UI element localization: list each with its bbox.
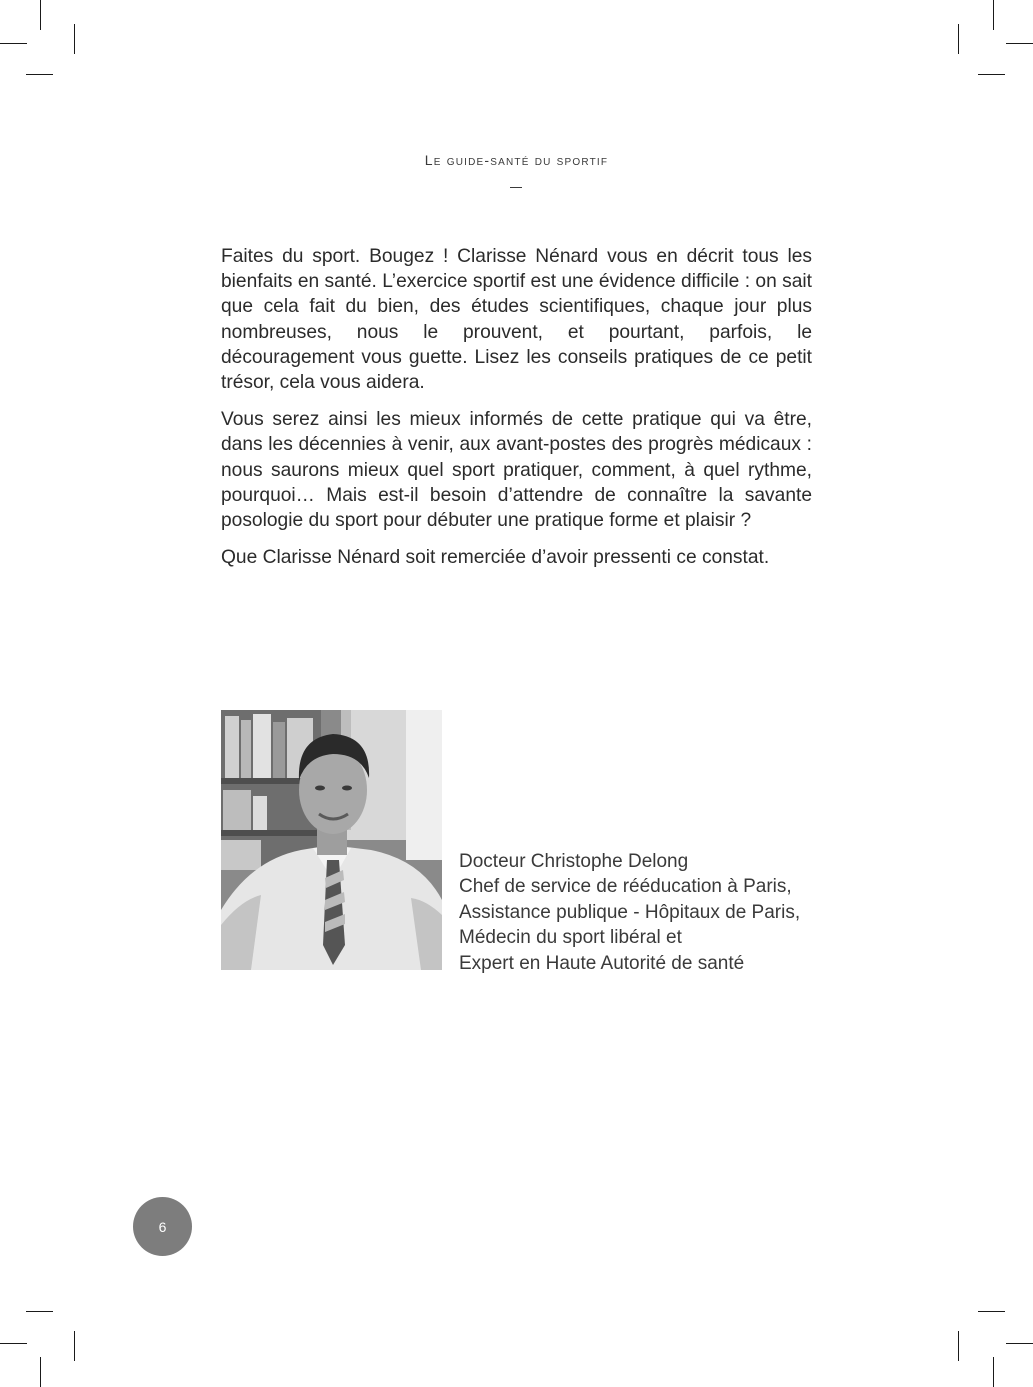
- signature-title-line: Médecin du sport libéral et: [459, 927, 682, 949]
- author-portrait-photo: [221, 710, 442, 970]
- crop-mark: [26, 1311, 53, 1312]
- crop-mark: [40, 0, 41, 30]
- running-title: Le guide-santé du sportif: [424, 152, 609, 168]
- crop-mark: [26, 74, 53, 75]
- crop-mark: [978, 1311, 1005, 1312]
- crop-mark: [74, 24, 75, 54]
- crop-mark: [1006, 43, 1033, 44]
- author-signature: [459, 849, 839, 976]
- signature-title-line: Expert en Haute Autorité de santé: [459, 952, 745, 974]
- page-number: 6: [158, 1218, 167, 1235]
- crop-mark: [1006, 1343, 1033, 1344]
- body-text: [221, 244, 812, 582]
- header-dash: [510, 187, 522, 188]
- paragraph-2: Vous serez ainsi les mieux informés de cette pratique qui va être, dans les décennies à venir, aux avant-postes des progrès médicaux : nous saurons mieux quel sport pratiquer, comment, à quel rythme, pourquoi… Mais est-il besoin d’attendre de connaître la savante posologie du sport pour débuter une pratique forme et plaisir ?: [221, 409, 812, 532]
- crop-mark: [993, 1357, 994, 1387]
- crop-mark: [40, 1357, 41, 1387]
- signature-title-line: Chef de service de rééducation à Paris,: [459, 876, 792, 898]
- crop-mark: [993, 0, 994, 30]
- signature-name: Docteur Christophe Delong: [459, 851, 689, 872]
- crop-mark: [958, 1331, 959, 1361]
- crop-mark: [978, 74, 1005, 75]
- crop-mark: [0, 1343, 27, 1344]
- paragraph-1: Faites du sport. Bougez ! Clarisse Nénard vous en décrit tous les bienfaits en santé. L’exercice sportif est une évidence difficile : on sait que cela fait du bien, des études scientifiques, chaque jour plus nombreuses, nous le prouvent, et pourtant, parfois, le découragement vous guette. Lisez les conseils pratiques de ce petit trésor, cela vous aidera.: [221, 246, 812, 394]
- crop-mark: [0, 43, 27, 44]
- page-number-badge: [133, 1197, 192, 1256]
- crop-mark: [74, 1331, 75, 1361]
- paragraph-3: Que Clarisse Nénard soit remerciée d’avoir pressenti ce constat.: [221, 547, 770, 569]
- crop-mark: [958, 24, 959, 54]
- signature-title-line: Assistance publique - Hôpitaux de Paris,: [459, 901, 801, 923]
